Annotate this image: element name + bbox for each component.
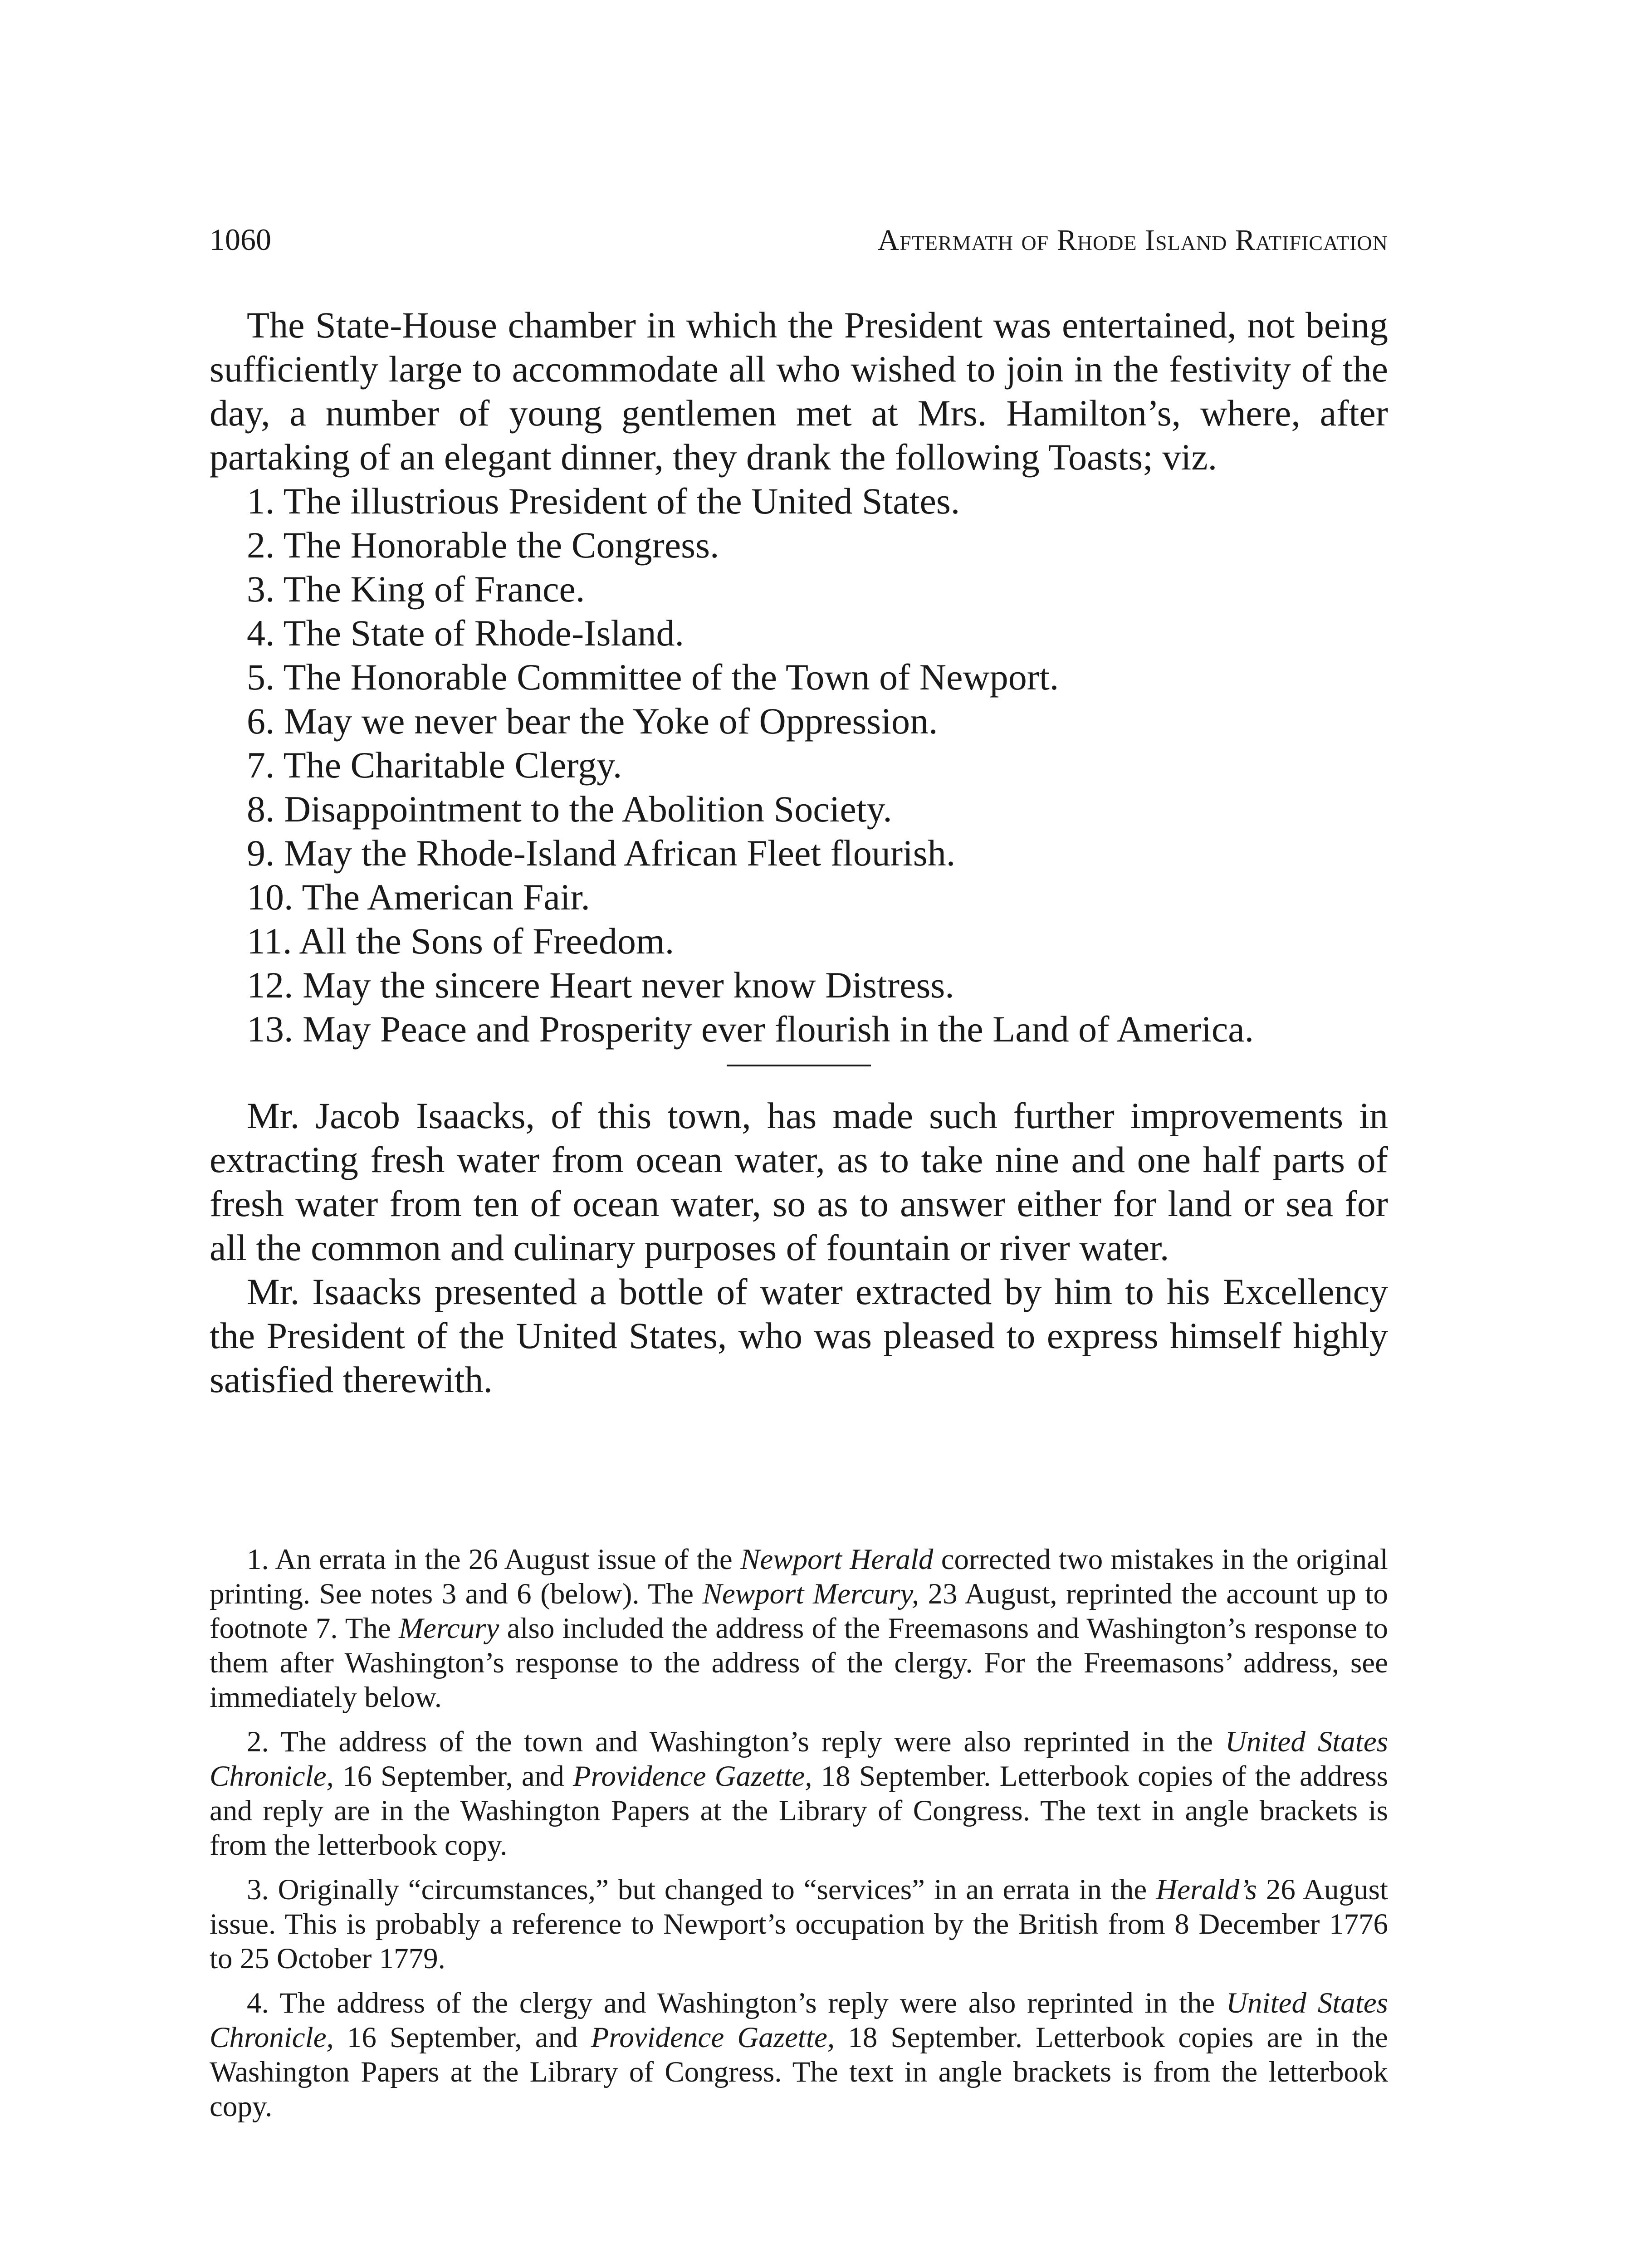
footnotes <box>210 1542 1388 2134</box>
toast-item: 7. The Charitable Clergy. <box>247 744 622 786</box>
toast-item: 12. May the sincere Heart never know Distress. <box>247 964 954 1006</box>
footnote-text: 1. An errata in the 26 August issue of the <box>247 1543 741 1576</box>
toast-item: 9. May the Rhode-Island African Fleet flourish. <box>247 832 956 874</box>
isaacks-paragraph-2: Mr. Isaacks presented a bottle of water extracted by him to his Excellency the President of the United States, who was pleased to express himself highly satisfied therewith. <box>210 1271 1388 1400</box>
running-head <box>210 221 1388 258</box>
footnote-italic: Providence Gazette, <box>572 1760 812 1793</box>
toast-item: 2. The Honorable the Congress. <box>247 524 719 566</box>
footnote-italic: Mercury <box>399 1612 499 1645</box>
footnote-3 <box>210 1872 1388 1976</box>
running-title: Aftermath of Rhode Island Ratification <box>877 224 1388 257</box>
footnote-text: 16 September, and <box>333 1760 573 1793</box>
footnote-text: 18 September. Letterbook copies are in the Washington Papers at the Library of Congress. The text in angle brackets is from the letterbook copy. <box>210 2021 1388 2123</box>
toast-item: 1. The illustrious President of the United States. <box>247 480 960 522</box>
footnote-italic: Herald’s <box>1156 1873 1257 1906</box>
footnote-text: 26 August issue. This is probably a reference to Newport’s occupation by the British from 8 December 1776 to 25 October 1779. <box>210 1873 1388 1975</box>
toast-item: 13. May Peace and Prosperity ever flourish in the Land of America. <box>247 1008 1254 1050</box>
page-number: 1060 <box>210 222 271 257</box>
footnote-1 <box>210 1542 1388 1715</box>
footnote-text: 23 August, reprinted the account up to footnote 7. The <box>210 1578 1389 1645</box>
footnote-text: corrected two mistakes in the original printing. See notes 3 and 6 (below). The <box>210 1543 1388 1610</box>
toast-item: 10. The American Fair. <box>247 876 590 918</box>
footnote-text: 18 September. Letterbook copies of the address and reply are in the Washington Papers at the Library of Congress. The text in angle brackets is from the letterbook copy. <box>210 1760 1389 1862</box>
toast-item: 3. The King of France. <box>247 568 585 610</box>
toast-item: 11. All the Sons of Freedom. <box>247 920 675 962</box>
footnote-italic: United States Chronicle, <box>210 1987 1388 2054</box>
toast-item: 5. The Honorable Committee of the Town of Newport. <box>247 656 1059 698</box>
toast-item: 4. The State of Rhode-Island. <box>247 612 684 654</box>
footnote-text: 2. The address of the town and Washington’s reply were also reprinted in the <box>247 1725 1225 1758</box>
footnote-italic: Providence Gazette, <box>591 2021 835 2054</box>
footnote-italic: Newport Herald <box>740 1543 934 1576</box>
footnote-text: 4. The address of the clergy and Washington’s reply were also reprinted in the <box>247 1987 1227 2019</box>
footnote-2 <box>210 1725 1388 1862</box>
toast-list <box>210 479 1388 1051</box>
isaacks-paragraph-1: Mr. Jacob Isaacks, of this town, has made such further improvements in extracting fresh water from ocean water, as to take nine and one half parts of fresh water from ten of ocean water, so as to answer either for land or sea for all the common and culinary purposes of fountain or river water. <box>210 1095 1388 1268</box>
footnote-text: 3. Originally “circumstances,” but changed to “services” in an errata in the <box>247 1873 1156 1906</box>
intro-paragraph: The State-House chamber in which the President was entertained, not being sufficiently large to accommodate all who wished to join in the festivity of the day, a number of young gentlemen met at Mrs. Hamilton’s, where, after partaking of an elegant dinner, they drank the following Toasts; viz. <box>210 304 1388 478</box>
section-divider <box>727 1065 871 1066</box>
toast-item: 6. May we never bear the Yoke of Oppression. <box>247 700 938 742</box>
footnote-italic: United States Chronicle, <box>210 1725 1388 1793</box>
footnote-italic: Newport Mercury, <box>702 1578 919 1610</box>
main-text <box>210 303 1388 1402</box>
footnote-text: also included the address of the Freemasons and Washington’s response to them after Washington’s response to the address of the clergy. For the Freemasons’ address, see immediately below. <box>210 1612 1388 1714</box>
footnote-text: 16 September, and <box>333 2021 591 2054</box>
footnote-4 <box>210 1986 1388 2124</box>
toast-item: 8. Disappointment to the Abolition Society. <box>247 788 892 830</box>
